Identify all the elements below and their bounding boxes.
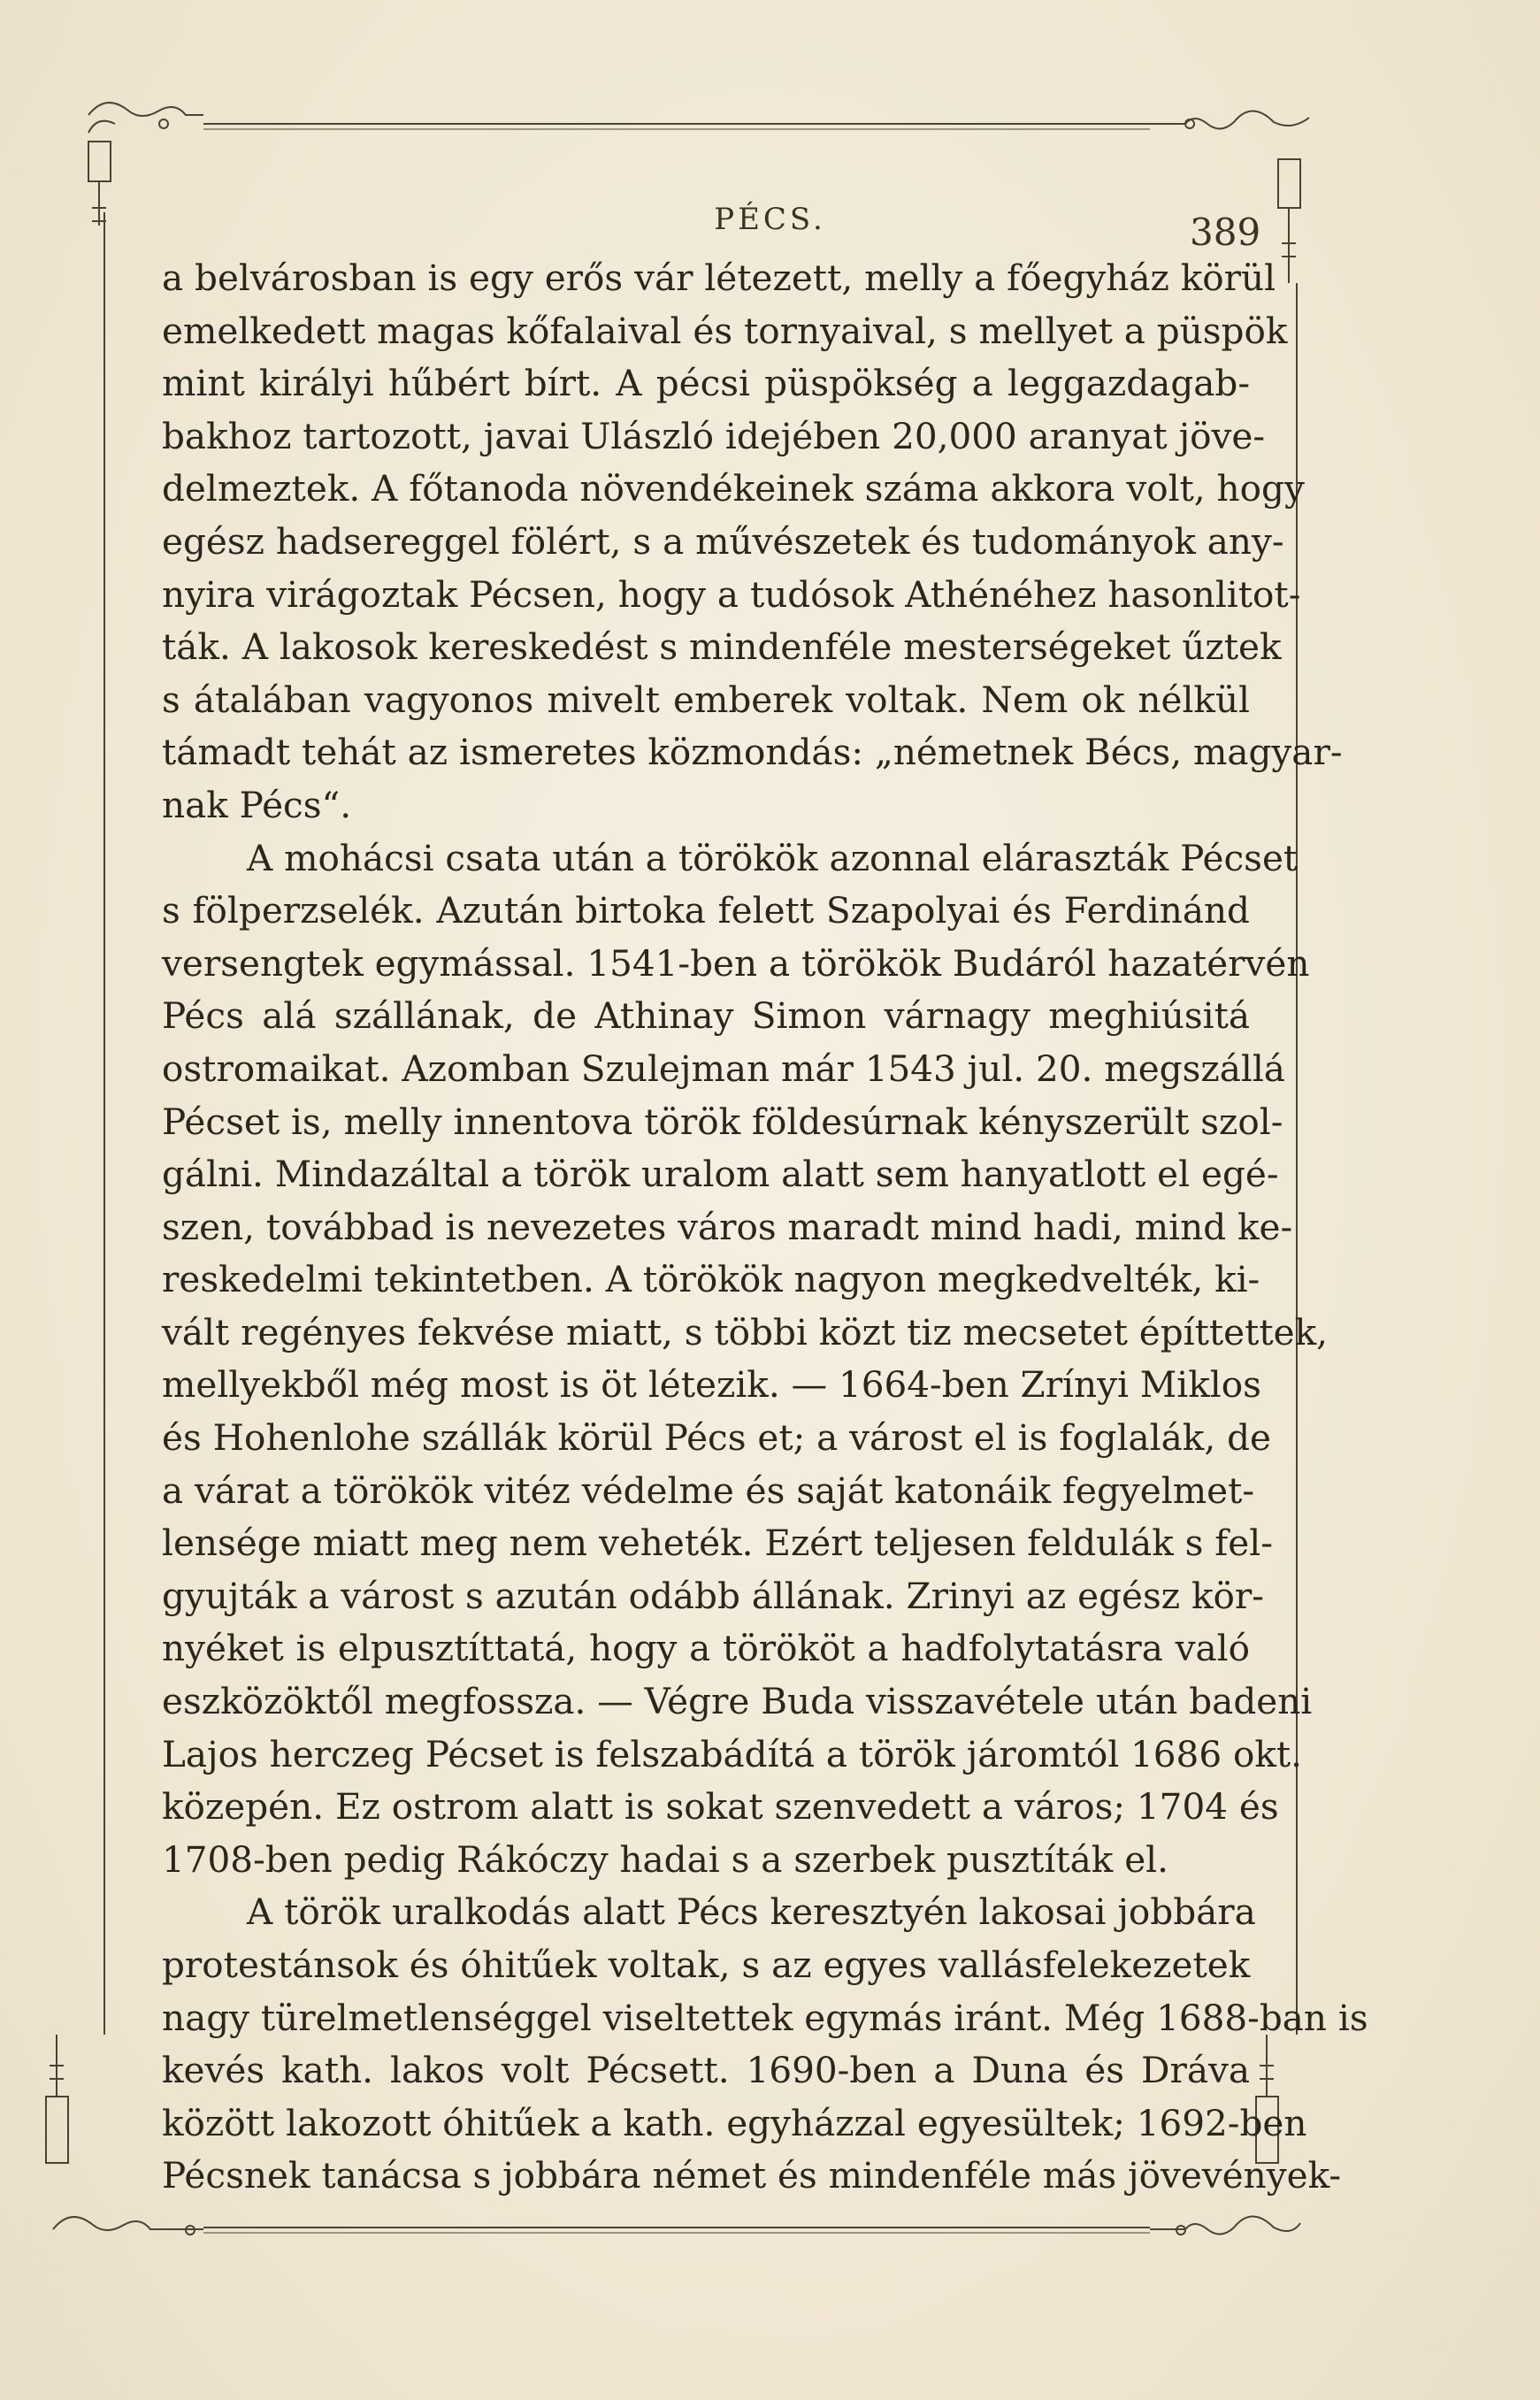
- text-line: Pécset is, melly innentova török földesúrnak kényszerült szol-: [162, 1100, 1283, 1143]
- text-line: Pécsnek tanácsa s jobbára német és mindenféle más jövevények-: [162, 2154, 1342, 2197]
- text-line: protestánsok és óhitűek voltak, s az egyes vallásfelekezetek: [162, 1944, 1251, 1986]
- text-line: s fölperzselék. Azután birtoka felett Szapolyai és Ferdinánd: [162, 889, 1250, 932]
- text-line: nak Pécs“.: [162, 783, 352, 826]
- page-number: 389: [1190, 211, 1261, 254]
- text-line: közepén. Ez ostrom alatt is sokat szenvedett a város; 1704 és: [162, 1785, 1279, 1829]
- text-line: gálni. Mindazáltal a török uralom alatt sem hanyatlott el egé-: [162, 1153, 1279, 1196]
- text-line: emelkedett magas kőfalaival és tornyaival, s mellyet a püspök: [162, 309, 1288, 352]
- text-line: Pécs alá szállának, de Athinay Simon várnagy meghiúsitá: [162, 994, 1250, 1038]
- text-line: bakhoz tartozott, javai Ulászló idejében 20,000 aranyat jöve-: [162, 414, 1266, 457]
- text-line: nyéket is elpusztíttatá, hogy a törököt a hadfolytatásra való: [162, 1627, 1250, 1670]
- text-line: között lakozott óhitűek a kath. egyházzal egyesültek; 1692-ben: [162, 2101, 1307, 2144]
- text-line: reskedelmi tekintetben. A törökök nagyon megkedvelték, ki-: [162, 1258, 1260, 1301]
- text-line: ostromaikat. Azomban Szulejman már 1543 jul. 20. megszállá: [162, 1047, 1285, 1090]
- text-line: a várat a törökök vitéz védelme és saját katonáik fegyelmet-: [162, 1468, 1255, 1512]
- text-line: mellyekből még most is öt létezik. — 1664-ben Zrínyi Miklos: [162, 1363, 1261, 1407]
- text-line: delmeztek. A főtanoda növendékeinek száma akkora volt, hogy: [162, 467, 1305, 510]
- text-line: támadt tehát az ismeretes közmondás: „németnek Bécs, magyar-: [162, 731, 1343, 774]
- text-line: versengtek egymással. 1541-ben a törökök Budáról hazatérvén: [162, 941, 1310, 985]
- text-line: szen, továbbad is nevezetes város maradt mind hadi, mind ke-: [162, 1205, 1293, 1248]
- running-head: PÉCS.: [714, 202, 826, 237]
- text-line: A mohácsi csata után a törökök azonnal eláraszták Pécset: [247, 836, 1299, 879]
- text-line: egész hadsereggel fölért, s a művészetek és tudományok any-: [162, 519, 1284, 563]
- text-line: nyira virágoztak Pécsen, hogy a tudósok Athénéhez hasonlitot-: [162, 572, 1301, 616]
- text-line: Lajos herczeg Pécset is felszabádítá a török járomtól 1686 okt.: [162, 1732, 1303, 1775]
- text-line: lensége miatt meg nem veheték. Ezért teljesen feldulák s fel-: [162, 1522, 1273, 1565]
- text-line: gyujták a várost s azután odább állának. Zrinyi az egész kör-: [162, 1574, 1264, 1617]
- text-line: vált regényes fekvése miatt, s többi közt tiz mecsetet építtettek,: [162, 1310, 1329, 1353]
- text-line: A török uralkodás alatt Pécs keresztyén lakosai jobbára: [247, 1890, 1256, 1934]
- text-line: kevés kath. lakos volt Pécsett. 1690-ben a Duna és Dráva: [162, 2049, 1250, 2092]
- text-line: ták. A lakosok kereskedést s mindenféle mesterségeket űztek: [162, 625, 1282, 669]
- text-line: a belvárosban is egy erős vár létezett, melly a főegyház körül: [162, 257, 1276, 299]
- text-line: s átalában vagyonos mivelt emberek voltak. Nem ok nélkül: [162, 678, 1250, 721]
- text-line: eszközöktől megfossza. — Végre Buda visszavétele után badeni: [162, 1680, 1313, 1723]
- text-line: mint királyi hűbért bírt. A pécsi püspökség a leggazdagab-: [162, 362, 1250, 405]
- body-text: [162, 252, 1368, 2203]
- text-line: és Hohenlohe szállák körül Pécs et; a várost el is foglalák, de: [162, 1416, 1271, 1460]
- text-line: nagy türelmetlenséggel viseltettek egymás iránt. Még 1688-ban is: [162, 1996, 1368, 2039]
- text-line: 1708-ben pedig Rákóczy hadai s a szerbek pusztíták el.: [162, 1837, 1168, 1881]
